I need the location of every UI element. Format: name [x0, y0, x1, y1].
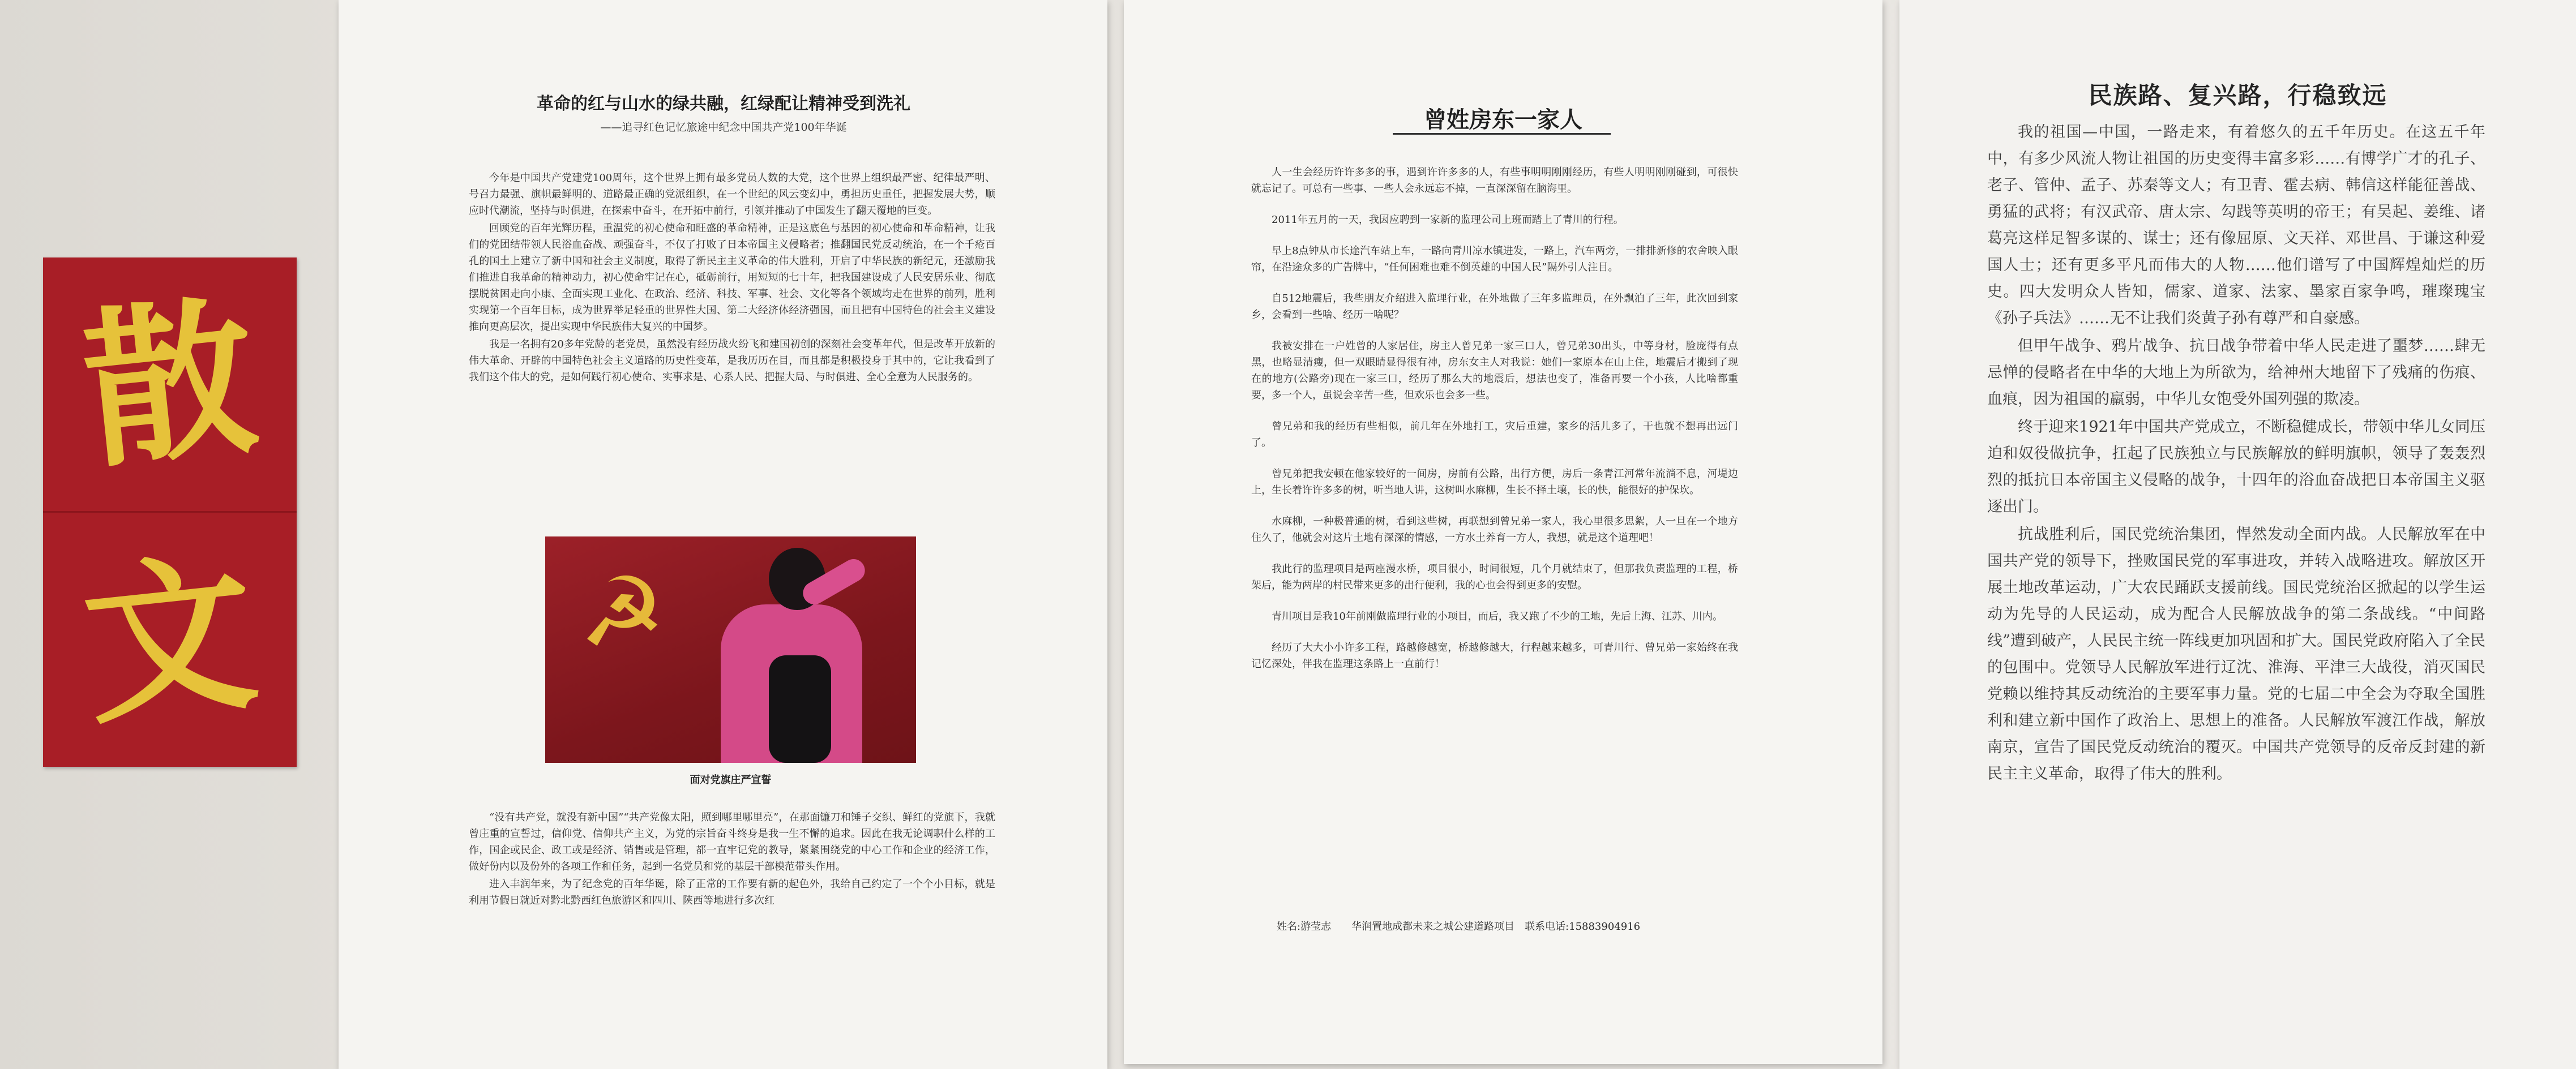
- sheet1-paragraph: “没有共产党，就没有新中国”“共产党像太阳，照到哪里哪里亮”，在那面镰刀和锤子交织、鲜红的党旗下，我就曾庄重的宣誓过，信仰党、信仰共产主义，为党的宗旨奋斗终身是我一生不懈的追求。因此在我无论调职什么样的工作，国企或民企、政工或是经济、销售或是管理，都一直牢记党的教导，紧紧围绕党的中心工作和企业的经济工作，做好份内以及份外的各项工作和任务，起到一名党员和党的基层干部模范带头作用。: [469, 812, 995, 873]
- sheet3-paragraph: 终于迎来1921年中国共产党成立，不断稳健成长，带领中华儿女同压迫和奴役做抗争，扛起了民族独立与民族解放的鲜明旗帜，领导了轰轰烈烈的抵抗日本帝国主义侵略的战争，十四年的浴血奋战把日本帝国主义驱逐出门。: [1987, 418, 2485, 516]
- sheet2-paragraph: 曾兄弟把我安顿在他家较好的一间房，房前有公路，出行方便，房后一条青江河常年流淌不息，河堤边上，生长着许许多多的树，听当地人讲，这树叫水麻柳，生长不择土壤，长的快，能很好的护保坎。: [1251, 468, 1738, 496]
- sheet1-paragraph: 进入丰润年来，为了纪念党的百年华诞，除了正常的工作要有新的起色外，我给自己约定了一个个小目标，就是利用节假日就近对黔北黔西红色旅游区和四川、陕西等地进行多次红: [469, 878, 995, 907]
- photo-caption: 面对党旗庄严宣誓: [690, 774, 772, 786]
- sheet3-body: [1987, 119, 2485, 788]
- sheet2-paragraph: 曾兄弟和我的经历有些相似，前几年在外地打工，灾后重建，家乡的活儿多了，干也就不想再出远门了。: [1251, 420, 1738, 449]
- sheet2-title: 曾姓房东一家人: [1424, 106, 1582, 133]
- sign-top-panel: [43, 257, 297, 513]
- sheet1-subtitle: ——追寻红色记忆旅途中纪念中国共产党100年华诞: [600, 121, 847, 134]
- sheet2-paragraph: 经历了大大小小许多工程，路越修越宽，桥越修越大，行程越来越多，可青川行、曾兄弟一家始终在我记忆深处，伴我在监理这条路上一直前行！: [1251, 642, 1738, 670]
- sheet3-paragraph: 但甲午战争、鸦片战争、抗日战争带着中华人民走进了噩梦……肆无忌惮的侵略者在中华的大地上为所欲为，给神州大地留下了残痛的伤痕、血痕，因为祖国的羸弱，中华儿女饱受外国列强的欺凌。: [1987, 337, 2485, 408]
- sheet2-body: [1251, 164, 1738, 687]
- sheet2-paragraph: 水麻柳，一种极普通的树，看到这些树，再联想到曾兄弟一家人，我心里很多思絮，人一旦在一个地方住久了，他就会对这片土地有深深的情感，一方水土养育一方人，我想，就是这个道理吧！: [1251, 516, 1738, 544]
- sign-char-top: 散: [75, 276, 265, 492]
- sheet2-paragraph: 我此行的监理项目是两座漫水桥，项目很小，时间很短，几个月就结束了，但那我负责监理的工程，桥架后，能为两岸的村民带来更多的出行便利，我的心也会得到更多的安慰。: [1251, 563, 1738, 591]
- backpack: [769, 655, 831, 763]
- sheet2-paragraph: 早上8点钟从市长途汽车站上车，一路向青川凉水镇进发，一路上，汽车两旁，一排排新修的农舍映入眼帘，在沿途众多的广告牌中，“任何困难也难不倒英雄的中国人民”隔外引人注目。: [1251, 245, 1738, 273]
- essay-sheet-2: [1124, 0, 1882, 1064]
- sheet2-paragraph: 青川项目是我10年前刚做监理行业的小项目，而后，我又跑了不少的工地，先后上海、江苏、川内。: [1272, 611, 1723, 622]
- author-signature: 姓名:游莹志 华润置地成都未来之城公建道路项目 联系电话:15883904916: [1277, 921, 1641, 933]
- sheet1-paragraph: 回顾党的百年光辉历程，重温党的初心使命和旺盛的革命精神，正是这底色与基因的初心使命和革命精神，让我们的党团结带领人民浴血奋战、顽强奋斗，不仅了打败了日本帝国主义侵略者；推翻国民党反动统治，在一个千疮百孔的国土上建立了新中国和社会主义制度，取得了新民主主义革命的伟大胜利，开启了中华民族的新纪元，还激励我们推进自我革命的精神动力，初心使命牢记在心，砥砺前行，用短短的七十年，把我国建设成了人民安居乐业、彻底摆脱贫困走向小康、全面实现工业化、在政治、经济、科技、军事、社会、文化等各个领域均走在世界的前列，胜利实现第一个百年目标，成为世界举足轻重的世界性大国、第二大经济体经济强国，而且把有中国特色的社会主义建设推向更高层次，提出实现中华民族伟大复兴的中国梦。: [469, 222, 995, 333]
- title-underline: [1393, 133, 1611, 135]
- sheet1-body-top: [469, 170, 995, 387]
- sheet1-paragraph: 今年是中国共产党建党100周年，这个世界上拥有最多党员人数的大党，这个世界上组织最严密、纪律最严明、号召力最强、旗帜最鲜明的、道路最正确的党派组织，在一个世纪的风云变幻中，勇担历史重任，把握发展大势，顺应时代潮流，坚持与时俱进，在探索中奋斗，在开拓中前行，引领并推动了中国发生了翻天覆地的巨变。: [469, 172, 995, 217]
- sheet3-paragraph: 我的祖国—中国，一路走来，有着悠久的五千年历史。在这五千年中，有多少风流人物让祖国的历史变得丰富多彩……有博学广才的孔子、老子、管仲、孟子、苏秦等文人；有卫青、霍去病、韩信这样能征善战、勇猛的武将；有汉武帝、唐太宗、勾践等英明的帝王；有吴起、姜维、诸葛亮这样足智多谋的、谋士；还有像屈原、文天祥、邓世昌、于谦这种爱国人士；还有更多平凡而伟大的人物……他们谱写了中国辉煌灿烂的历史。四大发明众人皆知，儒家、道家、法家、墨家百家争鸣，璀璨瑰宝《孙子兵法》……无不让我们炎黄子孙有尊严和自豪感。: [1987, 123, 2485, 327]
- sheet1-body-bottom: [469, 809, 995, 910]
- sheet1-paragraph: 我是一名拥有20多年党龄的老党员，虽然没有经历战火纷飞和建国初创的深刻社会变革年代，但是改革开放新的伟大革命、开辟的中国特色社会主义道路的历史性变革，是我历历在目，而且都是积极投身于其中的，它让我看到了我们这个伟大的党，是如何践行初心使命、实事求是、心系人民、把握大局、与时俱进、全心全意为人民服务的。: [469, 338, 995, 383]
- party-flag-photo: [545, 536, 916, 763]
- sheet1-title: 革命的红与山水的绿共融，红绿配让精神受到洗礼: [537, 94, 910, 114]
- sign-bottom-panel: [43, 513, 297, 767]
- sheet2-paragraph: 2011年五月的一天，我因应聘到一家新的监理公司上班而踏上了青川的行程。: [1272, 214, 1624, 226]
- sheet2-paragraph: 自512地震后，我些朋友介绍进入监理行业，在外地做了三年多监理员，在外飘泊了三年，此次回到家乡，会看到一些啥、经历一啥呢？: [1251, 293, 1738, 321]
- essay-sheet-3: [1899, 0, 2576, 1069]
- saluting-person: [715, 548, 862, 763]
- essay-sheet-1: [339, 0, 1107, 1069]
- sign-char-bottom: 文: [75, 531, 265, 748]
- essay-sign: [43, 257, 297, 767]
- sheet3-title: 民族路、复兴路，行稳致远: [2088, 81, 2387, 109]
- sheet2-paragraph: 我被安排在一户姓曾的人家居住，房主人曾兄弟一家三口人，曾兄弟30出头，中等身材，脸庞得有点黑，也略显清瘦，但一双眼睛显得很有神，房东女主人对我说：她们一家原本在山上住，地震后才搬到了现在的地方(公路旁)现在一家三口，经历了那么大的地震后，想法也变了，准备再要一个小孩，人比啥都重要，多一个人，虽说会辛苦一些，但欢乐也会多一些。: [1251, 340, 1738, 401]
- hammer-sickle-icon: ☭: [579, 557, 666, 669]
- sheet3-paragraph: 抗战胜利后，国民党统治集团，悍然发动全面内战。人民解放军在中国共产党的领导下，挫败国民党的军事进攻，并转入战略进攻。解放区开展土地改革运动，广大农民踊跃支援前线。国民党统治区掀起的以学生运动为先导的人民运动，成为配合人民解放战争的第二条战线。“中间路线”遭到破产，人民民主统一阵线更加巩固和扩大。国民党政府陷入了全民的包围中。党领导人民解放军进行辽沈、淮海、平津三大战役，消灭国民党赖以维持其反动统治的主要军事力量。党的七届二中全会为夺取全国胜利和建立新中国作了政治上、思想上的准备。人民解放军渡江作战，解放南京，宣告了国民党反动统治的覆灭。中国共产党领导的反帝反封建的新民主主义革命，取得了伟大的胜利。: [1987, 526, 2485, 783]
- sheet2-paragraph: 人一生会经历许许多多的事，遇到许许多多的人，有些事明明刚刚经历，有些人明明刚刚碰到，可很快就忘记了。可总有一些事、一些人会永远忘不掉，一直深深留在脑海里。: [1251, 166, 1738, 195]
